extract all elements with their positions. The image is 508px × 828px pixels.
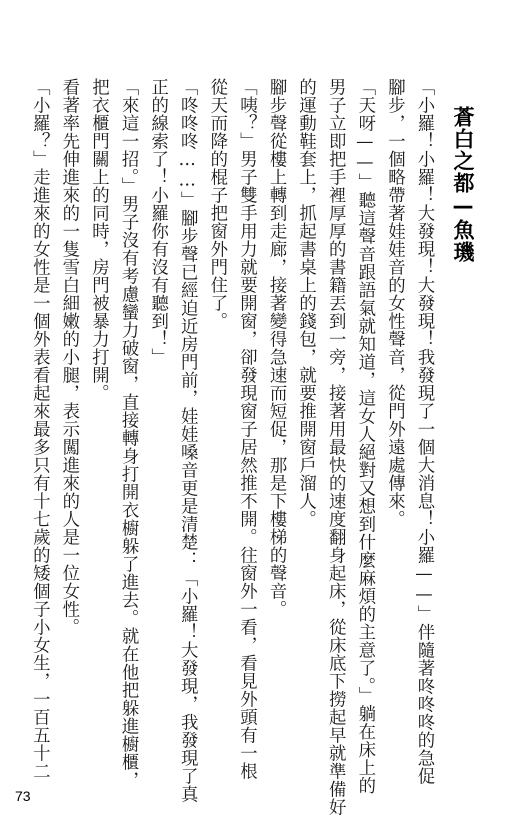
text-column: 男子立即把手裡厚厚的書籍丟到一旁，接著用最快的速度翻身起床，從床底下撈起早就準備好 (325, 78, 346, 816)
text-column: 「天呀——」聽這聲音跟語氣就知道，這女人絕對又想到什麼麻煩的主意了。」躺在床上的 (354, 78, 375, 795)
text-column: 「來這一招。」男子沒有考慮蠻力破窗，直接轉身打開衣櫥躲了進去。就在他把躲進櫥櫃， (118, 78, 139, 790)
text-column: 把衣櫃門關上的同時，房門被暴力打開。 (88, 78, 109, 402)
text-column: 腳步，一個略帶著娃娃音的女性聲音，從門外遠處傳來。 (384, 78, 405, 528)
text-column: 「小羅？」走進來的女性是一個外表看起來最多只有十七歲的矮個子小女生，一百五十二 (29, 78, 50, 780)
text-column: 的運動鞋套上，抓起書桌上的錢包，就要推開窗戶溜人。 (295, 78, 316, 528)
text-column: 「咦？」男子雙手用力就要開窗，卻發現窗子居然推不開。往窗外一看，看見外頭有一根 (236, 78, 257, 780)
text-column: 「咚咚咚……」腳步聲已經迫近房門前，娃娃嗓音更是清楚：「小羅！大發現，我發現了真 (177, 78, 198, 804)
text-column: 「小羅！小羅！大發現！大發現！我發現了一個大消息！小羅——」伴隨著咚咚咚的急促 (414, 78, 434, 786)
body-text (24, 78, 438, 816)
page-number: 73 (15, 788, 31, 804)
text-column: 正的線索了！小羅你有沒有聽到！」 (147, 78, 168, 366)
text-column: 從天而降的棍子把窗外門住了。 (206, 78, 227, 330)
text-column: 看著率先伸進來的一隻雪白細嫩的小腿，表示闖進來的人是一位女性。 (58, 78, 79, 636)
text-column: 腳步聲從樓上轉到走廊，接著變得急速而短促，那是下樓梯的聲音。 (266, 78, 287, 618)
running-title: 蒼白之都—魚璣 (451, 106, 475, 263)
